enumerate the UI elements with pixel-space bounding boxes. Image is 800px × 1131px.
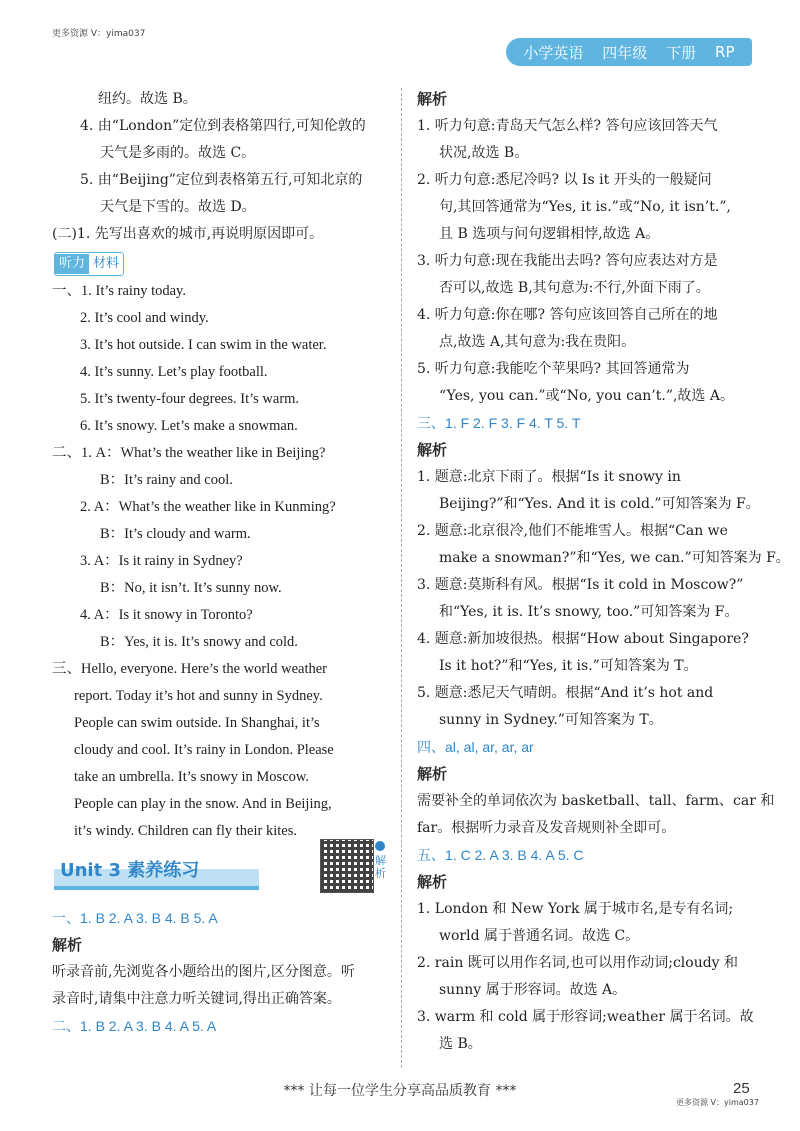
text-line: 5. 题意:悉尼天气晴朗。根据“And it’s hot and [417,685,714,701]
dialog-line: B：It’s cloudy and warm. [100,526,251,542]
analysis-heading: 解析 [417,765,448,783]
text-line: 3. 题意:莫斯科有风。根据“Is it cold in Moscow?” [417,577,744,593]
text-line: Is it hot?”和“Yes, it is.”可知答案为 T。 [439,658,698,674]
analysis-heading: 解析 [52,936,83,954]
top-resource-note: 更多资源 V：yima037 [52,29,146,39]
script-line: 4. It’s sunny. Let’s play football. [80,364,268,380]
text-line: 录音时,请集中注意力听关键词,得出正确答案。 [52,991,341,1007]
script-line: 5. It’s twenty-four degrees. It’s warm. [80,391,300,407]
text-line: make a snowman?”和“Yes, we can.”可知答案为 F。 [439,550,790,566]
text-line: 听录音前,先浏览各小题给出的图片,区分图意。听 [52,964,355,980]
text-line: 4. 听力句意:你在哪? 答句应该回答自己所在的地 [417,307,718,323]
text-line: 2. 听力句意:悉尼冷吗? 以 Is it 开头的一般疑问 [417,172,712,188]
listening-material-tag [54,252,124,276]
dialog-line: 3. A：Is it rainy in Sydney? [80,553,243,569]
dialog-line: B：It’s rainy and cool. [100,472,233,488]
text-line: 否可以,故选 B,其句意为:不行,外面下雨了。 [439,280,710,296]
text-line: 4. 题意:新加坡很热。根据“How about Singapore? [417,631,749,647]
text-line: 3. warm 和 cold 属于形容词;weather 属于名词。故 [417,1009,754,1025]
dialog-line: 4. A：Is it snowy in Toronto? [80,607,253,623]
text-line: 5. 由“Beijing”定位到表格第五行,可知北京的 [80,172,363,188]
qr-label: 解析 [375,841,389,880]
text-line: (二)1. 先写出喜欢的城市,再说明原因即可。 [52,226,324,242]
subject-tag: 小学英语 [523,43,584,62]
text-line: “Yes, you can.”或“No, you can’t.”,故选 A。 [439,388,734,404]
play-icon [375,841,385,851]
tag-listening: 听力 [55,254,89,274]
passage-line: People can swim outside. In Shanghai, it’s [74,715,320,731]
text-line: sunny 属于形容词。故选 A。 [439,982,627,998]
text-line: 选 B。 [439,1036,482,1052]
bottom-resource-note: 更多资源 V：yima037 [676,1098,759,1107]
passage-line: it’s windy. Children can fly their kites. [74,823,297,839]
text-line: 4. 由“London”定位到表格第四行,可知伦敦的 [80,118,366,134]
answer-line: 一、1. B 2. A 3. B 4. B 5. A [52,910,218,926]
passage-line: People can play in the snow. And in Beijing, [74,796,332,812]
text-line: 1. 题意:北京下雨了。根据“Is it snowy in [417,469,681,485]
dialog-line: 2. A：What’s the weather like in Kunming? [80,499,336,515]
text-line: 纽约。故选 B。 [98,91,197,107]
footer-slogan: *** 让每一位学生分享高品质教育 *** [283,1083,517,1099]
text-line: 5. 听力句意:我能吃个苹果吗? 其回答通常为 [417,361,690,377]
script-line: 3. It’s hot outside. I can swim in the water. [80,337,327,353]
page-number: 25 [733,1080,750,1097]
grade-tag: 四年级 [602,43,648,62]
text-line: 1. 听力句意:青岛天气怎么样? 答句应该回答天气 [417,118,718,134]
text-line: sunny in Sydney.”可知答案为 T。 [439,712,663,728]
text-line: 2. rain 既可以用作名词,也可以用作动词;cloudy 和 [417,955,739,971]
qr-code[interactable] [320,839,374,893]
text-line: 状况,故选 B。 [439,145,529,161]
text-line: 3. 听力句意:现在我能出去吗? 答句应表达对方是 [417,253,718,269]
answer-line: 二、1. B 2. A 3. B 4. A 5. A [52,1018,217,1034]
dialog-line: B：Yes, it is. It’s snowy and cold. [100,634,298,650]
script-line: 一、1. It’s rainy today. [52,283,186,299]
passage-line: take an umbrella. It’s snowy in Moscow. [74,769,310,785]
text-line: 天气是多雨的。故选 C。 [100,145,256,161]
right-column [417,86,790,1058]
text-line: 点,故选 A,其句意为:我在贵阳。 [439,334,636,350]
script-line: 2. It’s cool and windy. [80,310,209,326]
text-line: 1. London 和 New York 属于城市名,是专有名词; [417,901,734,917]
passage-line: report. Today it’s hot and sunny in Sydney. [74,688,323,704]
text-line: far。根据听力录音及发音规则补全即可。 [417,820,676,836]
unit-title: Unit 3 素养练习 [54,855,259,890]
text-line: world 属于普通名词。故选 C。 [439,928,640,944]
text-line: 且 B 选项与问句逻辑相悖,故选 A。 [439,226,660,242]
edition-tag: RP [715,43,735,61]
left-column [52,86,388,1040]
text-line: 句,其回答通常为“Yes, it is.”或“No, it isn’t.”, [439,199,731,215]
tag-material: 材料 [93,256,120,271]
analysis-heading: 解析 [417,873,448,891]
answer-line: 三、1. F 2. F 3. F 4. T 5. T [417,415,581,431]
answer-line: 四、al, al, ar, ar, ar [417,739,534,755]
text-line: 需要补全的单词依次为 basketball、tall、farm、car 和 [417,793,775,809]
analysis-heading: 解析 [417,441,448,459]
text-line: 和“Yes, it is. It’s snowy, too.”可知答案为 F。 [439,604,739,620]
script-line: 6. It’s snowy. Let’s make a snowman. [80,418,298,434]
text-line: 天气是下雪的。故选 D。 [100,199,256,215]
passage-line: 三、Hello, everyone. Here’s the world weather [52,661,327,677]
answer-line: 五、1. C 2. A 3. B 4. A 5. C [417,847,584,863]
text-line: 2. 题意:北京很冷,他们不能堆雪人。根据“Can we [417,523,728,539]
analysis-heading: 解析 [417,90,448,108]
passage-line: cloudy and cool. It’s rainy in London. Please [74,742,334,758]
column-divider [401,88,402,1068]
volume-tag: 下册 [666,43,697,62]
text-line: Beijing?”和“Yes. And it is cold.”可知答案为 F。 [439,496,760,512]
dialog-line: B：No, it isn’t. It’s sunny now. [100,580,282,596]
dialog-line: 二、1. A：What’s the weather like in Beijing? [52,445,326,461]
subject-header-bar [506,38,752,66]
